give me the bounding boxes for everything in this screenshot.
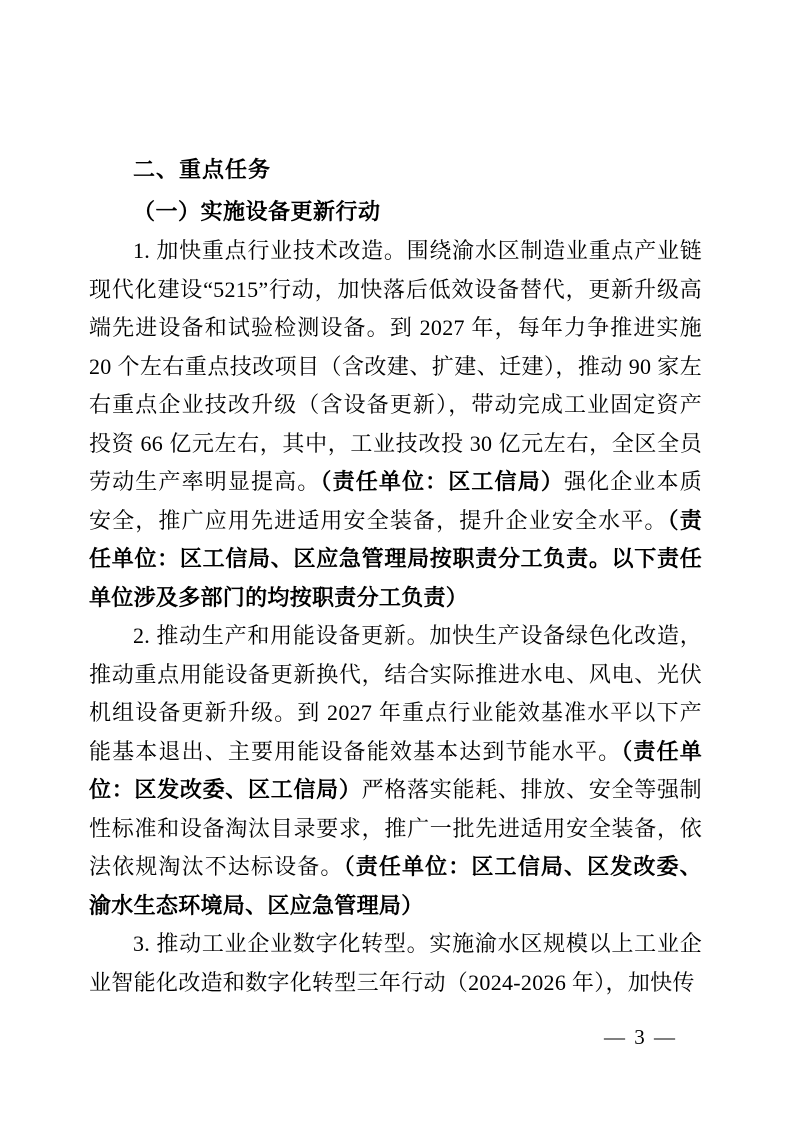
text-run: 1. 加快重点行业技术改造。围绕渝水区制造业重点产业链现代化建设“5215”行动，加快落后低效设备替代，更新升级高端先进设备和试验检测设备。到 2027 年，每年力争推进实施 20 个左右重点技改项目（含改建、扩建、迁建），推动 90 家左右重点企业技改升级（含设备更新），带动完成工业固定资产投资 66 亿元左右，其中，工业技改投 30 亿元左右，全区全员劳动生产率明显提高。 xyxy=(89,238,702,494)
subsection-heading: （一）实施设备更新行动 xyxy=(133,199,381,224)
responsible-unit-run: （责任单位：区工信局、区发改委、渝水生态环境局、区应急管理局） xyxy=(89,854,702,918)
body-paragraph xyxy=(89,232,702,617)
paragraphs xyxy=(89,232,702,1002)
section-heading: 二、重点任务 xyxy=(133,157,272,182)
text-run: 2. 推动生产和用能设备更新。加快生产设备绿色化改造，推动重点用能设备更新换代，结合实际推进水电、风电、光伏机组设备更新升级。到 2027 年重点行业能效基准水平以下产能基本退出、主要用能设备能效基本达到节能水平。 xyxy=(89,623,702,764)
text-run: 严格落实能耗、排放、安全等强制性标准和设备淘汰目录要求，推广一批先进适用安全装备，依法依规淘汰不达标设备。 xyxy=(89,777,702,879)
body-paragraph xyxy=(89,925,702,1002)
responsible-unit-run: （责任单位：区工信局） xyxy=(320,469,564,494)
text-run: 3. 推动工业企业数字化转型。实施渝水区规模以上工业企业智能化改造和数字化转型三年行动（2024-2026 年），加快传 xyxy=(89,931,702,995)
text-run: 强化企业本质安全，推广应用先进适用安全装备，提升企业安全水平。 xyxy=(89,469,702,533)
responsible-unit-run: （责任单位：区工信局、区应急管理局按职责分工负责。以下责任单位涉及多部门的均按职责分工负责） xyxy=(89,507,702,610)
body-paragraph xyxy=(89,617,702,925)
document-body xyxy=(89,150,702,1002)
page-number: — 3 — xyxy=(604,1025,677,1049)
responsible-unit-run: （责任单位：区发改委、区工信局） xyxy=(89,738,703,802)
